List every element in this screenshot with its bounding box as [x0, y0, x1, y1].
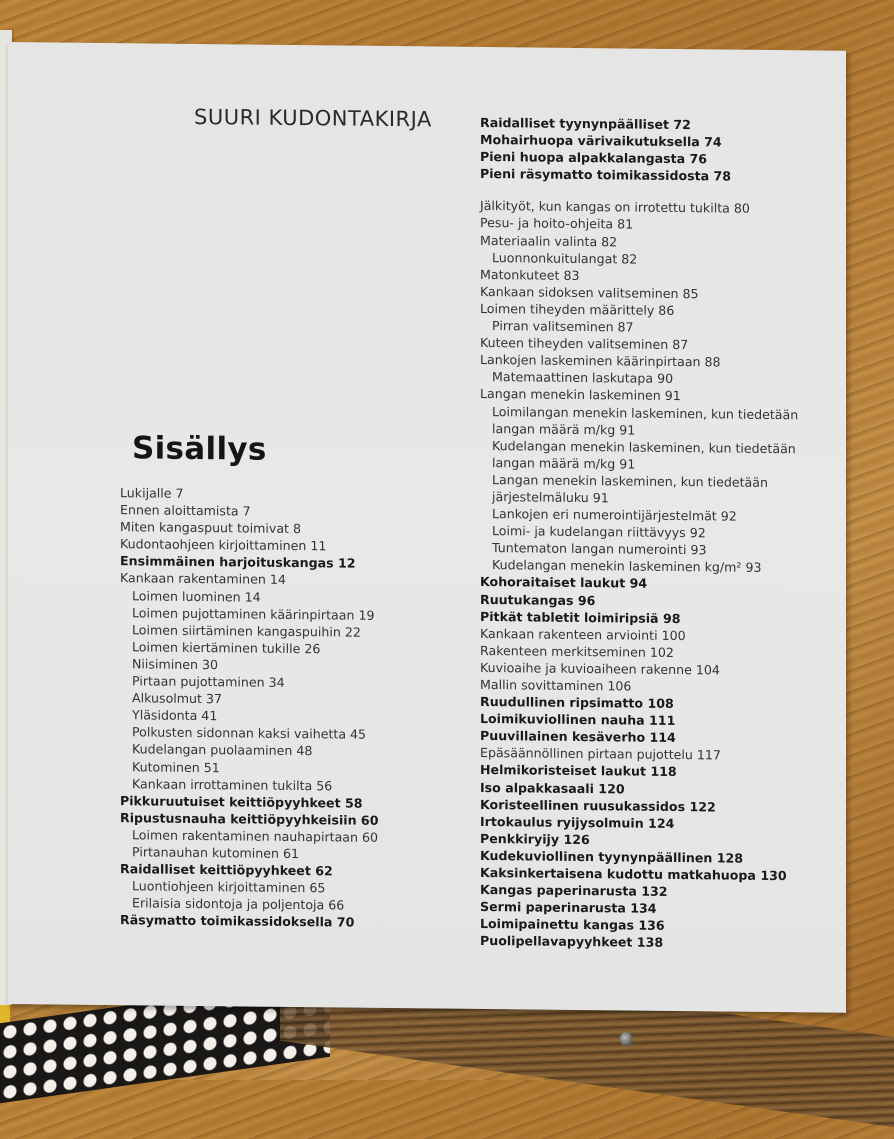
toc-entry: Kudontaohjeen kirjoittaminen 11 [120, 536, 327, 554]
toc-entry: Luonnonkuitulangat 82 [492, 249, 638, 267]
toc-entry: Lankojen laskeminen käärinpirtaan 88 [480, 352, 721, 370]
toc-entry: Puuvillainen kesäverho 114 [480, 728, 676, 746]
toc-entry: Raidalliset keittiöpyyhkeet 62 [120, 861, 333, 879]
toc-entry: Kuteen tiheyden valitseminen 87 [480, 335, 689, 353]
toc-entry: Ripustusnauha keittiöpyyhkeisiin 60 [120, 809, 379, 828]
toc-entry: Loimen rakentaminen nauhapirtaan 60 [132, 827, 379, 845]
toc-entry: Kudekuviollinen tyynynpäällinen 128 [480, 847, 744, 866]
toc-entry: Ruudullinen ripsimatto 108 [480, 694, 674, 712]
toc-entry: Matemaattinen laskutapa 90 [492, 369, 674, 387]
toc-entry: Kankaan rakentaminen 14 [120, 570, 286, 588]
toc-entry: Kaksinkertaisena kudottu matkahuopa 130 [480, 864, 787, 884]
toc-entry: Luontiohjeen kirjoittaminen 65 [132, 878, 326, 896]
toc-right-column [480, 114, 820, 953]
toc-entry: Lankojen eri numerointijärjestelmät 92 [492, 506, 737, 524]
toc-entry: Kankaan sidoksen valitseminen 85 [480, 283, 699, 302]
toc-entry: Pesu- ja hoito-ohjeita 81 [480, 215, 634, 233]
toc-entry: Pieni räsymatto toimikassidosta 78 [480, 166, 732, 184]
toc-entry: langan määrä m/kg 91 [492, 454, 636, 472]
toc-entry: Kudelangan menekin laskeminen, kun tiedetään [492, 437, 796, 456]
toc-entry: langan määrä m/kg 91 [492, 420, 636, 438]
toc-entry: Pieni huopa alpakkalangasta 76 [480, 149, 708, 167]
toc-entry: Langan menekin laskeminen 91 [480, 386, 681, 404]
toc-entry: Loimi- ja kudelangan riittävyys 92 [492, 523, 706, 541]
toc-entry: Loimen kiertäminen tukille 26 [132, 639, 321, 657]
toc-entry: Rakenteen merkitseminen 102 [480, 642, 674, 660]
book-page [8, 42, 846, 1013]
toc-entry: Pitkät tabletit loimiripsiä 98 [480, 608, 681, 626]
toc-entry: Miten kangaspuut toimivat 8 [120, 519, 302, 537]
toc-entry: Pirtanauhan kutominen 61 [132, 844, 300, 862]
toc-entry: Loimen siirtäminen kangaspuihin 22 [132, 622, 361, 640]
toc-entry: Loimipainettu kangas 136 [480, 916, 665, 934]
toc-entry: Lukijalle 7 [120, 485, 184, 501]
toc-entry: Kohoraitaiset laukut 94 [480, 574, 648, 592]
toc-entry: Sermi paperinarusta 134 [480, 899, 657, 917]
toc-entry: Ruutukangas 96 [480, 591, 596, 608]
toc-entry: Loimen tiheyden määrittely 86 [480, 300, 675, 318]
toc-entry: Penkkiryijy 126 [480, 830, 590, 847]
toc-entry: järjestelmäluku 91 [492, 489, 609, 506]
toc-entry: Loimen pujottaminen käärinpirtaan 19 [132, 604, 375, 623]
toc-entry: Jälkityöt, kun kangas on irrotettu tukilta 80 [480, 198, 750, 217]
toc-entry: Kankaan irrottaminen tukilta 56 [132, 775, 333, 793]
toc-left-column [120, 484, 450, 932]
toc-entry: Iso alpakkasaali 120 [480, 779, 625, 797]
toc-entry: Pikkuruutuiset keittiöpyyhkeet 58 [120, 792, 363, 811]
toc-entry: Ensimmäinen harjoituskangas 12 [120, 553, 356, 572]
toc-heading: Sisällys [132, 430, 267, 468]
toc-entry: Niisiminen 30 [132, 656, 218, 673]
toc-entry: Räsymatto toimikassidoksella 70 [120, 912, 355, 930]
toc-entry: Yläsidonta 41 [132, 707, 218, 724]
toc-entry: Koristeellinen ruusukassidos 122 [480, 796, 716, 815]
toc-entry: Polkusten sidonnan kaksi vaihetta 45 [132, 724, 367, 743]
toc-entry: Materiaalin valinta 82 [480, 232, 618, 249]
toc-entry: Ennen aloittamista 7 [120, 502, 251, 519]
toc-entry: Kutominen 51 [132, 758, 220, 775]
toc-entry: Langan menekin laskeminen, kun tiedetään [492, 471, 768, 490]
screw [620, 1032, 632, 1046]
toc-entry: Pirran valitseminen 87 [492, 318, 634, 335]
toc-entry: Kudelangan puolaaminen 48 [132, 741, 313, 759]
toc-entry: Puolipellavapyyhkeet 138 [480, 933, 664, 951]
toc-entry: Pirtaan pujottaminen 34 [132, 673, 285, 690]
toc-entry: Matonkuteet 83 [480, 266, 580, 283]
toc-entry: Kuvioaihe ja kuvioaiheen rakenne 104 [480, 659, 720, 678]
toc-entry: Irtokaulus ryijysolmuin 124 [480, 813, 675, 831]
toc-entry: Loimen luominen 14 [132, 587, 261, 605]
toc-entry: Raidalliset tyynynpäälliset 72 [480, 114, 691, 133]
toc-entry: Epäsäännöllinen pirtaan pujottelu 117 [480, 745, 721, 763]
toc-entry: Loimilangan menekin laskeminen, kun tiedetään [492, 403, 799, 422]
toc-entry: Erilaisia sidontoja ja poljentoja 66 [132, 895, 345, 913]
toc-entry: Helmikoristeiset laukut 118 [480, 762, 677, 780]
toc-entry: Kangas paperinarusta 132 [480, 882, 668, 900]
toc-entry: Tuntematon langan numerointi 93 [492, 540, 707, 558]
toc-entry: Kankaan rakenteen arviointi 100 [480, 625, 686, 643]
toc-entry: Mohairhuopa värivaikutuksella 74 [480, 132, 722, 150]
toc-entry: Loimikuviollinen nauha 111 [480, 711, 676, 729]
book-title: SUURI KUDONTAKIRJA [194, 104, 432, 132]
toc-entry: Kudelangan menekin laskeminen kg/m² 93 [492, 557, 762, 576]
toc-entry: Mallin sovittaminen 106 [480, 676, 632, 694]
toc-entry: Alkusolmut 37 [132, 690, 222, 707]
